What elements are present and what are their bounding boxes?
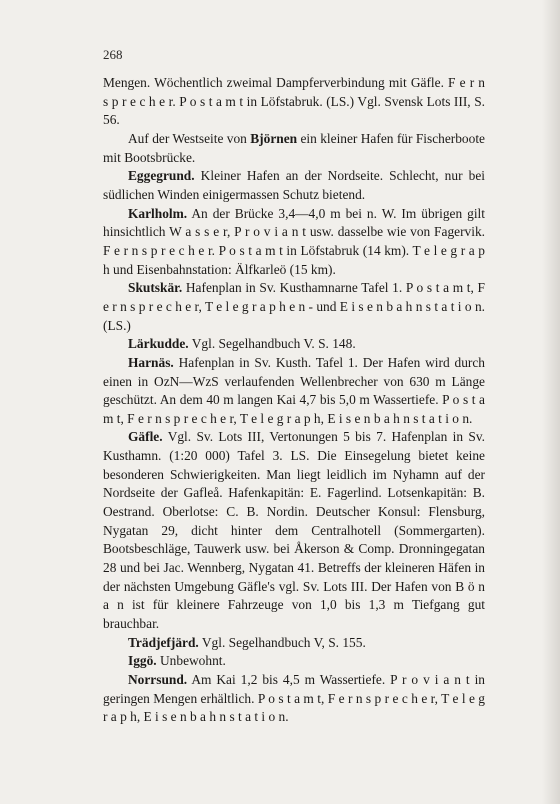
entry-iggoe: [103, 652, 485, 671]
entry-text: Hafenplan in Sv. Kusthamnarne Tafel 1. P o s t a m t, F e r n s p r e c h e r, T e l e g r a p h e n - und E i s e n b a h n s t a t i o n. (LS.): [103, 280, 485, 333]
page-number: 268: [103, 47, 123, 62]
entry-text: Vgl. Sv. Lots III, Vertonungen 5 bis 7. Hafenplan in Sv. Kusthamn. (1:20 000) Tafel 3. LS. Die Einsegelung bietet keine besonderen Schwierigkeiten. Man liegt leidlich im Nyhamn auf der Nordseite der Gafleå. Hafenkapitän: E. Fagerlind. Lotsenkapitän: B. Oestrand. Oberlotse: C. B. Nordin. Deutscher Konsul: Flensburg, Nygatan 29, dicht hinter dem Centralhotell (Sommergarten). Bootsbeschläge, Tauwerk usw. bei Åkerson & Comp. Dronningegatan 28 und bei Jac. Wennberg, Nygatan 41. Betreffs der kleineren Häfen in der nächsten Umgebung Gäfle's vgl. Sv. Lots III. Der Hafen von B ö n a n ist für kleinere Fahrzeuge von 1,0 bis 1,3 m Tiefgang gut brauchbar.: [103, 429, 485, 632]
paragraph-text: Mengen. Wöchentlich zweimal Dampferverbindung mit Gäfle. F e r n s p r e c h e r. P o s t a m t in Löfstabruk. (LS.) Vgl. Svensk Lots III, S. 56.: [103, 75, 485, 128]
entry-text: Vgl. Segelhandbuch V, S. 155.: [198, 634, 366, 650]
entry-heading: Karlholm.: [128, 205, 188, 221]
paragraph-text: ein kleiner Hafen für Fischerboote mit Bootsbrücke.: [103, 130, 485, 165]
entry-text: Hafenplan in Sv. Kusth. Tafel 1. Der Hafen wird durch einen in OzN—WzS verlaufenden Wellenbrecher von 630 m Länge geschützt. An dem 40 m langen Kai 4,7 bis 5,0 m Wassertiefe. P o s t a m t, F e r n s p r e c h e r, T e l e g r a p h, E i s e n b a h n s t a t i o n.: [103, 354, 485, 426]
entry-text: Kleiner Hafen an der Nordseite. Schlecht, nur bei südlichen Winden einigermassen Schutz bietend.: [103, 168, 485, 202]
page-body: [103, 74, 485, 727]
paragraph-bjoernen: [103, 130, 485, 167]
entry-harnaes: [103, 354, 485, 429]
entry-karlholm: [103, 205, 485, 280]
place-name: Björnen: [250, 130, 298, 146]
entry-heading: Harnäs.: [128, 354, 174, 370]
entry-norrsund: [103, 671, 485, 727]
paragraph-continuation: [103, 74, 485, 130]
page-edge-shadow: [542, 0, 560, 804]
entry-laerkudde: [103, 335, 485, 354]
entry-heading: Eggegrund.: [128, 168, 195, 184]
entry-heading: Norrsund.: [128, 672, 188, 687]
entry-text: Am Kai 1,2 bis 4,5 m Wassertiefe. P r o v i a n t in geringen Mengen erhältlich. P o s t a m t, F e r n s p r e c h e r, T e l e g r a p h, E i s e n b a h n s t a t i o n.: [103, 672, 485, 725]
entry-text: Vgl. Segelhandbuch V. S. 148.: [188, 336, 356, 352]
entry-skutskaer: [103, 279, 485, 335]
entry-gaefle: [103, 428, 485, 633]
entry-heading: Iggö.: [128, 653, 157, 669]
entry-eggegrund: [103, 167, 485, 204]
entry-traedjefjaerd: [103, 634, 485, 653]
entry-heading: Trädjefjärd.: [128, 634, 199, 650]
entry-text: Unbewohnt.: [156, 653, 226, 669]
entry-heading: Gäfle.: [128, 429, 163, 445]
entry-heading: Lärkudde.: [128, 336, 189, 352]
paragraph-text: Auf der Westseite von: [128, 130, 251, 146]
entry-text: An der Brücke 3,4—4,0 m bei n. W. Im übrigen gilt hinsichtlich W a s s e r, P r o v i a n t usw. dasselbe wie von Fagervik. F e r n s p r e c h e r. P o s t a m t in Löfstabruk (14 km). T e l e g r a p h und Eisenbahnstation: Älfkarleö (15 km).: [103, 205, 485, 277]
entry-heading: Skutskär.: [128, 280, 183, 296]
